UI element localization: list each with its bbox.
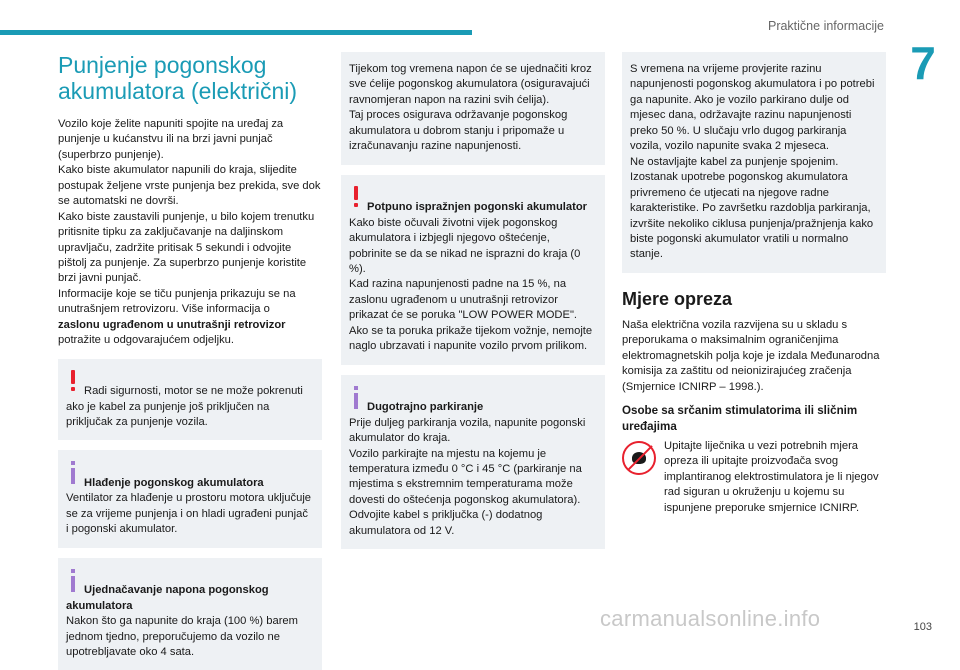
page-number: 103: [913, 621, 932, 633]
column-3: [622, 52, 886, 516]
pacemaker-note: [622, 439, 886, 516]
info-title: Ujednačavanje napona pogonskog akumulatora: [66, 584, 269, 612]
watermark: carmanualsonline.info: [600, 606, 821, 631]
info-box-continued: [622, 52, 886, 273]
column-2: [341, 52, 605, 549]
chapter-number: 7: [910, 37, 936, 89]
info-title: Dugotrajno parkiranje: [367, 401, 484, 414]
no-pacemaker-icon: [622, 441, 656, 475]
pacemaker-text: Upitajte liječnika u vezi potrebnih mjera opreza ili upitajte proizvođača svog implantiranog elektrostimulatora je li njegov rad siguran u okruženju u kojemu su ispunjene preporuke smjernice ICNIRP.: [664, 439, 879, 514]
section-heading: Punjenje pogonskog akumulatora (električni): [58, 52, 298, 105]
box-text: Tijekom tog vremena napon će se ujednačiti kroz sve ćelije pogonskog akumulatora (osiguravajući ravnomjeran napon na razini svih ćelija). Taj proces osigurava održavanje pogonskog akumulatora u dobrom stanju i pripomaže u izračunavanju razine napunjenosti.: [349, 63, 592, 153]
intro-text: Vozilo koje želite napuniti spojite na uređaj za punjenje u kućanstvu ili na brzi javni punjač (superbrzo punjenje). Kako biste akumulator napunili do kraja, slijedite postupak željene vrste punjenja bez prekida, sve dok se automatski ne dovrši. Kako biste zaustavili punjenje, u bilo kojem trenutku pritisnite tipku za zaključavanje na daljinskom upravljaču, zadržite pritisak 5 sekundi i odvojite pištolj za punjenje. Za superbrzo punjenje koristite brzi javni punjač. Informacije koje se tiču punjenja prikazuju se na unutrašnjem retrovizoru. Više informacija o: [58, 117, 321, 316]
info-body: Nakon što ga napunite do kraja (100 %) barem jednom tjedno, preporučujemo da vozilo ne upotrebljavate oko 4 sata.: [66, 615, 298, 659]
intro-bold-link[interactable]: zaslonu ugrađenom u unutrašnji retrovizor: [58, 318, 286, 331]
intro-text-end: potražite u odgovarajućem odjeljku.: [58, 334, 234, 347]
warning-box-discharge: [341, 175, 605, 365]
warning-icon: [69, 370, 77, 392]
info-icon: [353, 386, 359, 408]
info-title: Hlađenje pogonskog akumulatora: [84, 476, 264, 489]
box-text: S vremena na vrijeme provjerite razinu napunjenosti pogonskog akumulatora i po potrebi ga napunite. Ako je vozilo parkirano dulje od mjesec dana, održavajte razinu napunjenosti preko 50 %. U slučaju vrlo dugog parkiranja vozila, vozilo napunite svaka 2 mjeseca. Ne ostavljajte kabel za punjenje spojenim. Izostanak upotrebe pogonskog akumulatora privremeno će utjecati na njegove radne karakteristike. Po završetku razdoblja parkiranja, izvršite nekoliko ciklusa punjenja/pražnjenja kako biste pogonski akumulator vratili u normalno stanje.: [630, 63, 875, 261]
info-box-cooling: [58, 450, 322, 547]
info-box-balancing: [58, 558, 322, 670]
warning-title: Potpuno ispražnjen pogonski akumulator: [367, 201, 588, 214]
info-icon: [70, 461, 76, 483]
info-body: Prije duljeg parkiranja vozila, napunite pogonski akumulator do kraja. Vozilo parkirajte na mjestu na kojemu je temperatura između 0 °C i 45 °C (parkiranje na mjestima s ekstremnim temperaturama može dovesti do oštećenja pogonskog akumulatora). Odvojite kabel s priključka (-) dodatnog akumulatora od 12 V.: [349, 416, 586, 537]
precautions-paragraph: Naša električna vozila razvijena su u skladu s preporukama o maksimalnim ograničenjima elektromagnetskih polja koje je izdala Međunarodna komisija za zaštitu od neionizirajućeg zračenja (Smjernice ICNIRP – 1998.).: [622, 318, 880, 393]
info-body: Ventilator za hlađenje u prostoru motora uključuje se za vrijeme punjenja i on hladi ugrađeni punjač i pogonski akumulator.: [66, 492, 312, 536]
warning-icon: [352, 186, 360, 208]
header-title: Praktične informacije: [767, 19, 884, 33]
info-icon: [70, 569, 76, 591]
info-box-parking: [341, 375, 605, 550]
pacemaker-heading: Osobe sa srčanim stimulatorima ili sličnim uređajima: [622, 403, 858, 433]
subsection-heading: Mjere opreza: [622, 288, 733, 309]
warning-box: [58, 359, 322, 441]
warning-text: Radi sigurnosti, motor se ne može pokrenuti ako je kabel za punjenje još priključen na priključak za punjenje vozila.: [66, 385, 303, 429]
info-box-continued: [341, 52, 605, 165]
intro-paragraph: [58, 117, 322, 349]
warning-body: Kako biste očuvali životni vijek pogonskog akumulatora i izbjegli njegovo oštećenje, pobrinite se da se nikad ne isprazni do kraja (0 %). Kad razina napunjenosti padne na 15 %, na zaslonu ugrađenom u unutrašnji retrovizor prikazat će se poruka "LOW POWER MODE". Ako se ta poruka prikaže tijekom vožnje, nemojte naglo ubrzavati i napunite vozilo prvom prilikom.: [349, 216, 593, 353]
header-rule: [0, 30, 472, 35]
column-1: [58, 52, 322, 670]
